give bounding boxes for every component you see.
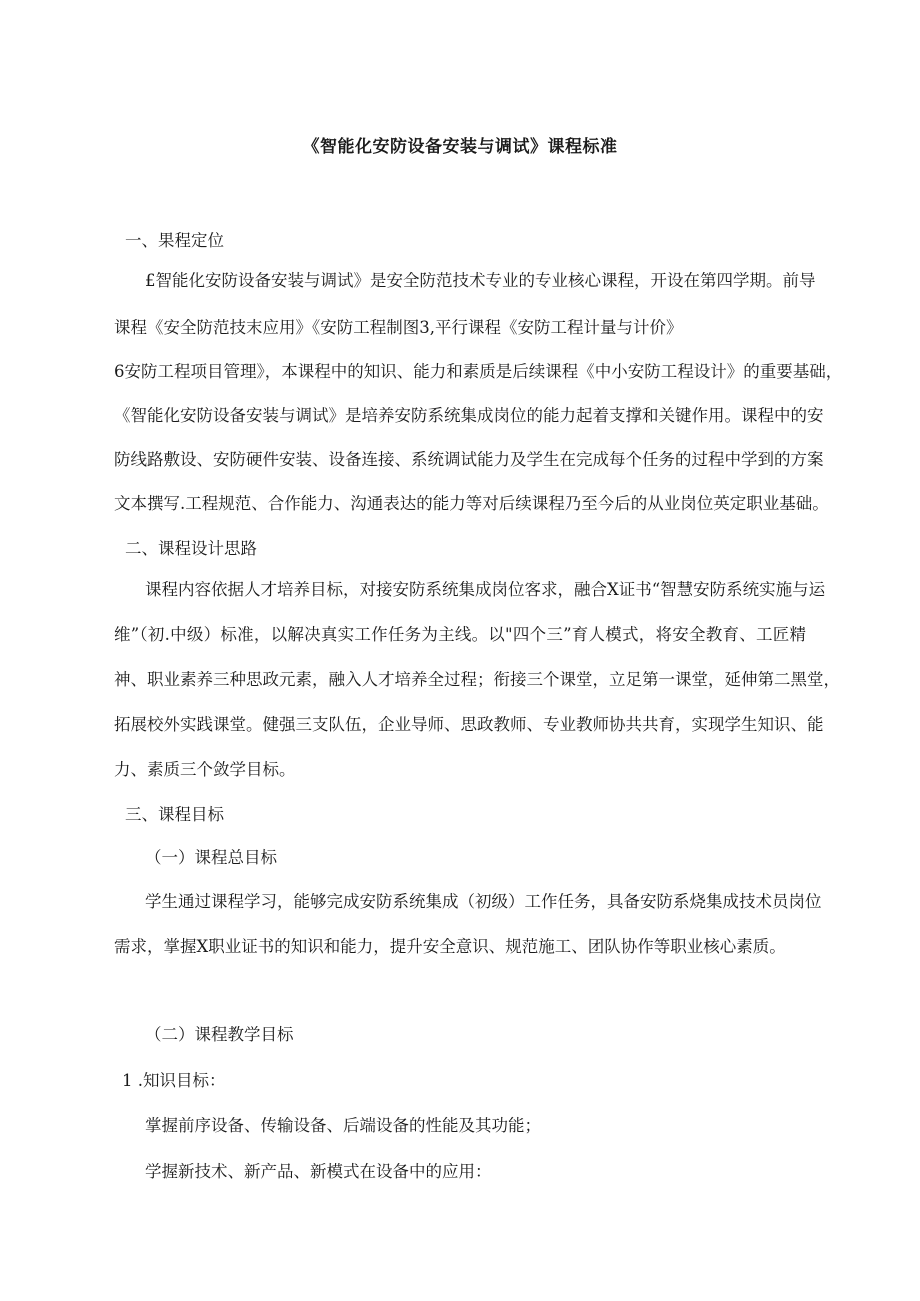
paragraph-line: 维”（初.中级）标准，以解决真实工作任务为主线。以"四个三”育人模式，将安全教育、工匠精: [114, 625, 806, 644]
paragraph-line: 力、素质三个敛学目标。: [114, 760, 296, 779]
paragraph-line: 拓展校外实践课堂。健强三支队伍，企业导师、思政教师、专业教师协共共育，实现学生知识、能: [114, 715, 824, 734]
paragraph-line: 文本撰写.工程规范、合作能力、沟通表达的能力等对后续课程乃至今后的从业岗位英定职业基础。: [114, 494, 829, 513]
paragraph-line: 掌握前序设备、传输设备、后端设备的性能及其功能；: [145, 1116, 541, 1135]
paragraph-line: 6安防工程项目管理》，本课程中的知识、能力和素质是后续课程《中小安防工程设计》的重要基础，: [114, 362, 843, 381]
paragraph-line: 《智能化安防设备安装与调试》是培养安防系统集成岗位的能力起着支撑和关键作用。课程中的安: [114, 406, 824, 425]
paragraph-line: 神、职业素养三种思政元素，融入人才培养全过程；衔接三个课堂，立足第一课堂，延伸第二黑堂，: [114, 670, 840, 689]
paragraph-line: 需求，掌握X职业证书的知识和能力，提升安全意识、规范施工、团队协作等职业核心素质。: [114, 937, 786, 956]
paragraph-line: £智能化安防设备安装与调试》是安全防范技术专业的专业核心课程，开设在第四学期。前导: [145, 271, 816, 290]
list-item-knowledge-goal: 1 .知识目标：: [122, 1071, 226, 1090]
paragraph-line: 学生通过课程学习，能够完成安防系统集成（初级）工作任务，具备安防系烧集成技术员岗位: [145, 892, 822, 911]
subsection-heading-teaching-goal: （二）课程教学目标: [145, 1025, 294, 1044]
section-heading-goals: 三、课程目标: [125, 805, 224, 824]
section-heading-positioning: 一、果程定位: [125, 231, 224, 250]
subsection-heading-overall-goal: （一）课程总目标: [145, 848, 277, 867]
section-heading-design: 二、课程设计思路: [125, 539, 257, 558]
paragraph-line: 学握新技术、新产品、新模式在设备中的应用：: [145, 1162, 492, 1181]
document-title: 《智能化安防设备安装与调试》课程标准: [302, 137, 618, 157]
paragraph-line: 防线路敷设、安防硬件安装、设备连接、系统调试能力及学生在完成每个任务的过程中学到的方案: [114, 450, 824, 469]
paragraph-line: 课程《安全防范技末应用》《安防工程制图3,平行课程《安防工程计量与计价》: [114, 318, 683, 337]
paragraph-line: 课程内容依据人才培养目标，对接安防系统集成岗位客求，融合X证书“智慧安防系统实施与运: [145, 580, 826, 599]
